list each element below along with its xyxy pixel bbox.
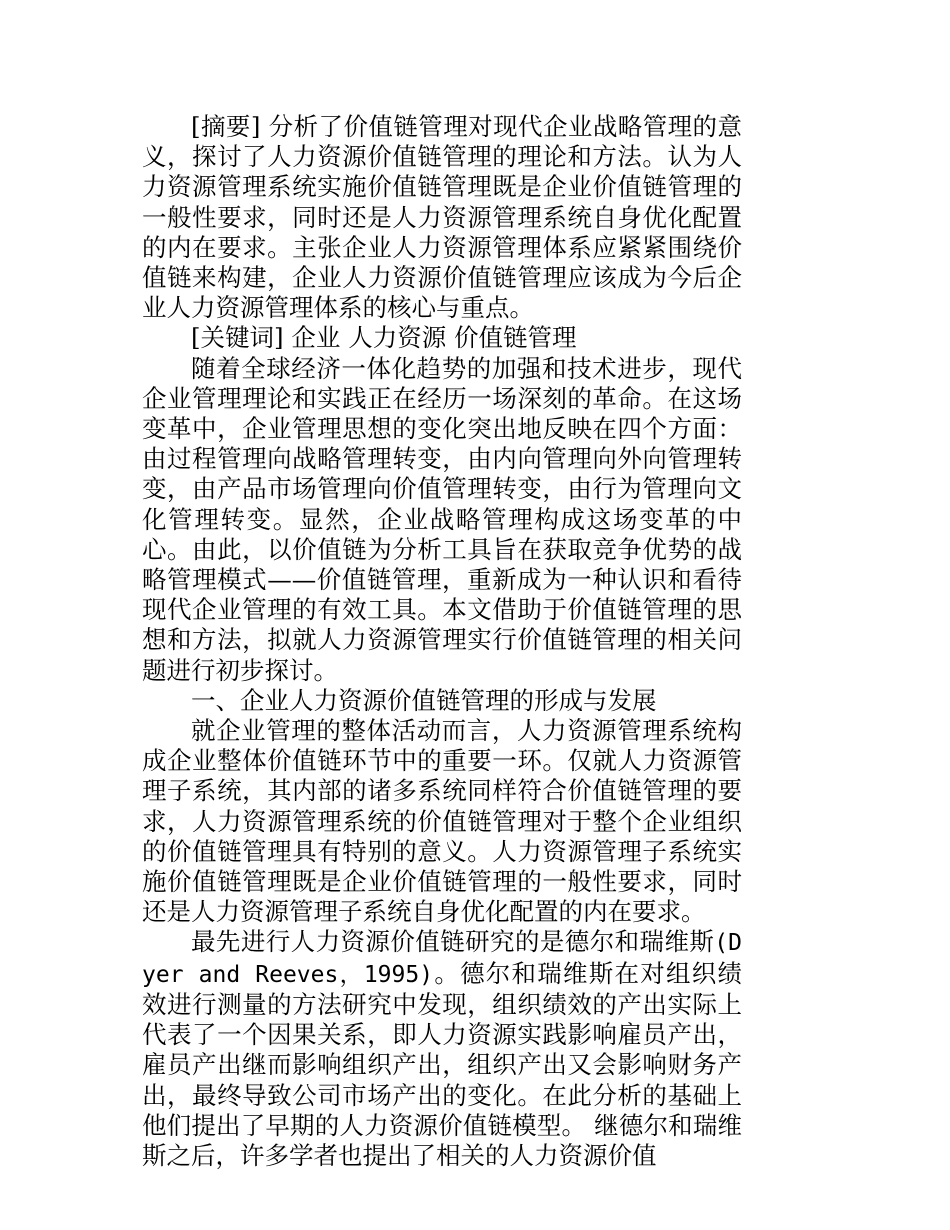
citation-reference: (Dyer and Reeves，1995) xyxy=(142,930,742,988)
abstract-paragraph: [摘要] 分析了价值链管理对现代企业战略管理的意义，探讨了人力资源价值链管理的理论和方法。认为人力资源管理系统实施价值链管理既是企业价值链管理的一般性要求，同时还是人力资源管理系统自身优化配置的内在要求。主张企业人力资源管理体系应紧紧围绕价值链来构建，企业人力资源价值链管理应该成为今后企业人力资源管理体系的核心与重点。 xyxy=(142,112,742,323)
body-paragraph-citation xyxy=(142,927,742,1171)
keywords-paragraph: [关键词] 企业 人力资源 价值链管理 xyxy=(191,323,577,353)
citation-text-before: 最先进行人力资源价值链研究的是德尔和瑞维斯 xyxy=(191,927,715,957)
body-paragraph: 就企业管理的整体活动而言，人力资源管理系统构成企业整体价值链环节中的重要一环。仅就人力资源管理子系统，其内部的诸多系统同样符合价值链管理的要求，人力资源管理系统的价值链管理对于整个企业组织的价值链管理具有特别的意义。人力资源管理子系统实施价值链管理既是企业价值链管理的一般性要求，同时还是人力资源管理子系统自身优化配置的内在要求。 xyxy=(142,716,742,927)
document-body xyxy=(142,112,742,1171)
citation-text-after: 。德尔和瑞维斯在对组织绩效进行测量的方法研究中发现，组织绩效的产出实际上代表了一个因果关系，即人力资源实践影响雇员产出，雇员产出继而影响组织产出，组织产出又会影响财务产出，最终导致公司市场产出的变化。在此分析的基础上他们提出了早期的人力资源价值链模型。 继德尔和瑞维斯之后，许多学者也提出了相关的人力资源价值 xyxy=(142,958,742,1170)
section-heading: 一、企业人力资源价值链管理的形成与发展 xyxy=(191,685,657,715)
intro-paragraph: 随着全球经济一体化趋势的加强和技术进步，现代企业管理理论和实践正在经历一场深刻的革命。在这场变革中，企业管理思想的变化突出地反映在四个方面：由过程管理向战略管理转变，由内向管理向外向管理转变，由产品市场管理向价值管理转变，由行为管理向文化管理转变。显然，企业战略管理构成这场变革的中心。由此，以价值链为分析工具旨在获取竞争优势的战略管理模式——价值链管理，重新成为一种认识和看待现代企业管理的有效工具。本文借助于价值链管理的思想和方法，拟就人力资源管理实行价值链管理的相关问题进行初步探讨。 xyxy=(142,353,742,685)
